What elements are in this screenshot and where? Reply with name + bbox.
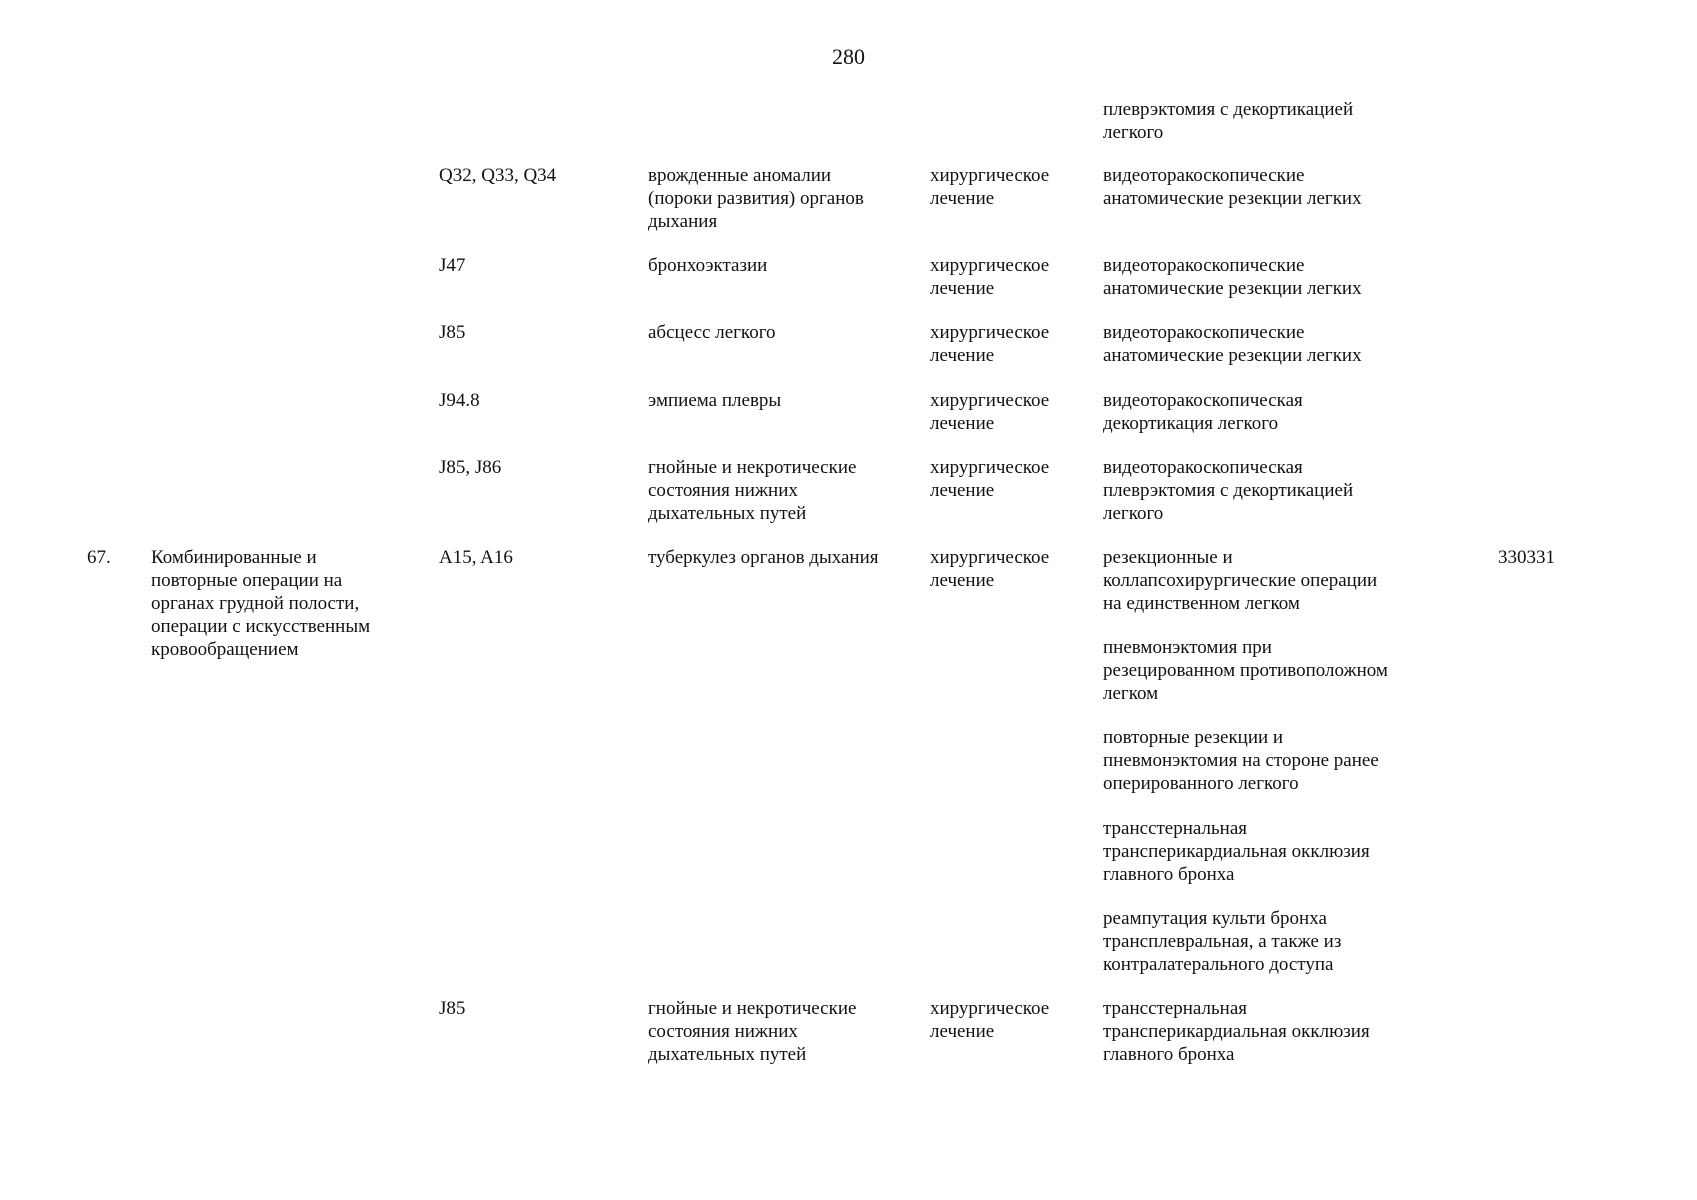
patient-model: гнойные и некротические состояния нижних дыхательных путей [648,998,857,1065]
patient-model: врожденные аномалии (пороки развития) органов дыхания [648,165,864,232]
icd-code: J85 [439,998,466,1019]
treatment-method: пневмонэктомия при резецированном противоположном легком [1103,637,1388,704]
care-type-name: Комбинированные и повторные операции на органах грудной полости, операции с искусственным кровообращением [151,547,371,660]
treatment-method: видеоторакоскопические анатомические резекции легких [1103,322,1362,366]
treatment-method: видеоторакоскопические анатомические резекции легких [1103,255,1362,299]
treatment-method: трансстернальная трансперикардиальная окклюзия главного бронха [1103,818,1370,885]
treatment-method: видеоторакоскопическая декортикация легкого [1103,390,1303,434]
patient-model: туберкулез органов дыхания [648,547,879,568]
treatment-method: реампутация культи бронха трансплевральная, а также из контралатерального доступа [1103,908,1342,975]
treatment-type: хирургическое лечение [930,165,1050,209]
patient-model: гнойные и некротические состояния нижних дыхательных путей [648,457,857,524]
treatment-type: хирургическое лечение [930,547,1050,591]
treatment-method: плеврэктомия с декортикацией легкого [1103,99,1354,143]
treatment-type: хирургическое лечение [930,457,1050,501]
icd-code: J47 [439,255,466,276]
treatment-type: хирургическое лечение [930,998,1050,1042]
treatment-type: хирургическое лечение [930,255,1050,299]
treatment-type: хирургическое лечение [930,390,1050,434]
treatment-method: видеоторакоскопические анатомические резекции легких [1103,165,1362,209]
treatment-method: трансстернальная трансперикардиальная окклюзия главного бронха [1103,998,1370,1065]
icd-code: J85 [439,322,466,343]
cost-value: 330331 [1498,547,1555,568]
row-number: 67. [87,547,111,568]
icd-code: A15, A16 [439,547,513,568]
treatment-method: повторные резекции и пневмонэктомия на стороне ранее оперированного легкого [1103,727,1379,794]
treatment-method: резекционные и коллапсохирургические операции на единственном легком [1103,547,1378,614]
treatment-method: видеоторакоскопическая плеврэктомия с декортикацией легкого [1103,457,1354,524]
icd-code: Q32, Q33, Q34 [439,165,557,186]
page-number: 280 [832,44,865,69]
treatment-type: хирургическое лечение [930,322,1050,366]
patient-model: бронхоэктазии [648,255,768,276]
icd-code: J94.8 [439,390,480,411]
icd-code: J85, J86 [439,457,502,478]
patient-model: абсцесс легкого [648,322,776,343]
patient-model: эмпиема плевры [648,390,782,411]
